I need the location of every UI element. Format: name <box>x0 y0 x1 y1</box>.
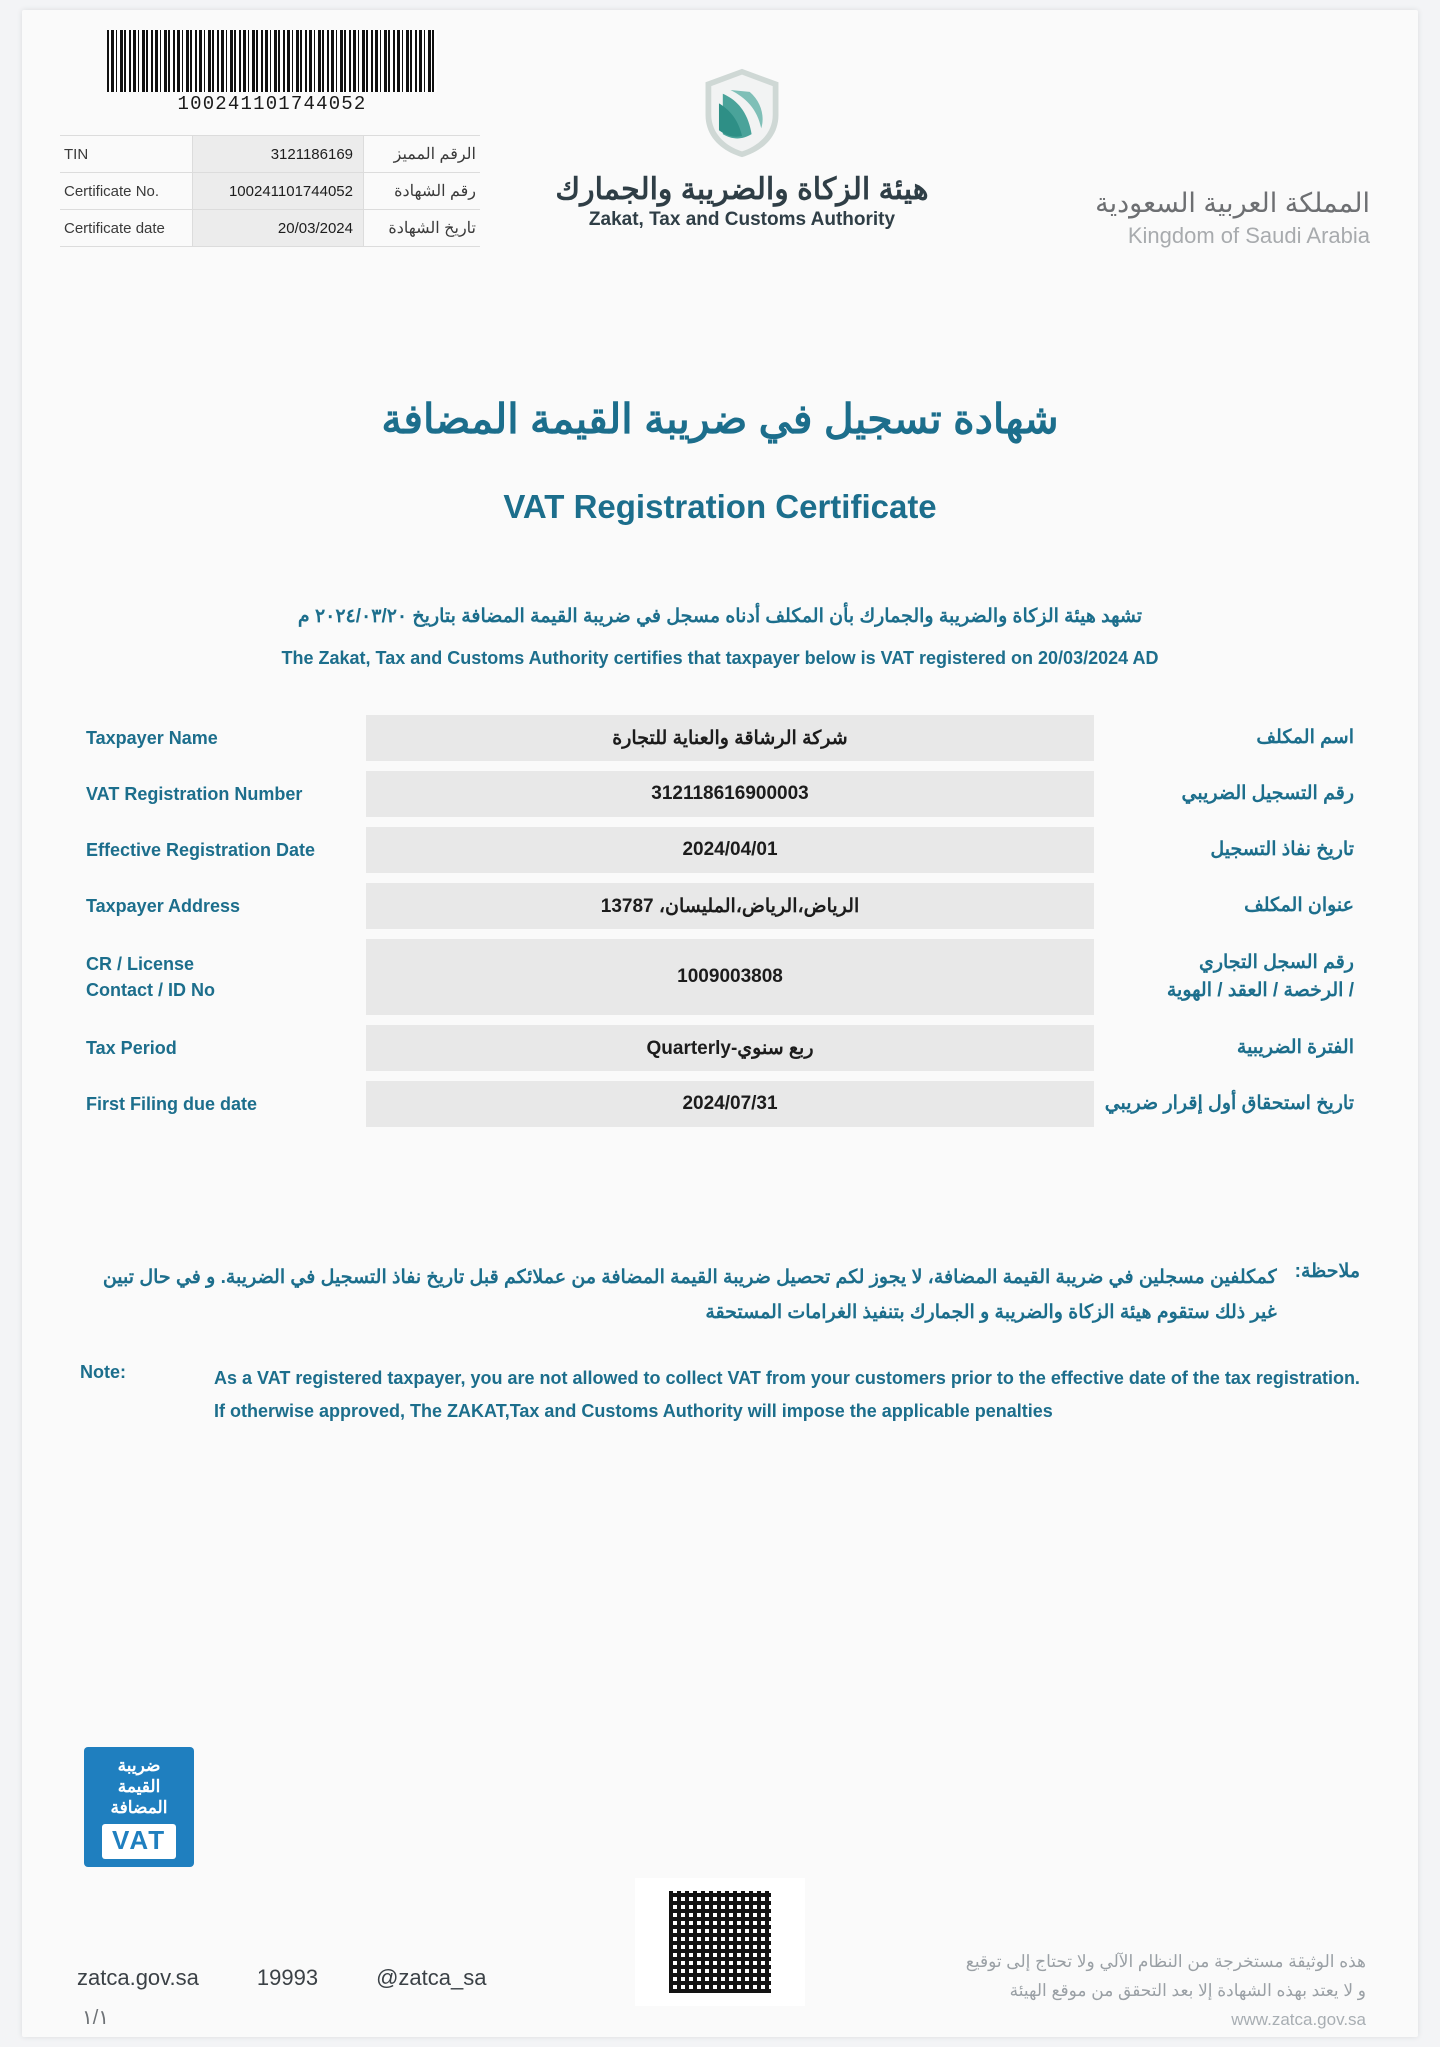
certificate-date-label-en: Certificate date <box>64 219 165 237</box>
certificate-date-label-ar: تاريخ الشهادة <box>388 220 476 237</box>
tin-label-ar: الرقم المميز <box>393 146 476 163</box>
cr-license-label-en-line1: CR / License <box>86 953 195 974</box>
note-english <box>80 1362 1360 1429</box>
certificate-no-label-ar: رقم الشهادة <box>394 183 476 200</box>
note-label-ar: ملاحظة: <box>1294 1261 1360 1282</box>
certification-statement-en: The Zakat, Tax and Customs Authority certifies that taxpayer below is VAT registered on 20/03/2024 AD <box>281 648 1159 668</box>
certificate-no-label-en: Certificate No. <box>64 182 160 200</box>
vat-number-label-ar: رقم التسجيل الضريبي <box>1181 782 1354 804</box>
vat-logo <box>84 1747 194 1867</box>
note-label-en: Note: <box>80 1362 126 1382</box>
footer-contacts <box>77 1965 486 1991</box>
cr-license-label-ar <box>1094 939 1360 1015</box>
footer-disclaimer <box>966 1948 1366 2035</box>
cr-license-value: 1009003808 <box>366 939 1094 1015</box>
taxpayer-name-label-en: Taxpayer Name <box>86 727 218 748</box>
kingdom-name-en: Kingdom of Saudi Arabia <box>1127 223 1370 248</box>
taxpayer-address-label-en: Taxpayer Address <box>86 895 241 916</box>
barcode-block <box>102 30 442 115</box>
table-row <box>80 1081 1360 1127</box>
taxpayer-name-label-ar: اسم المكلف <box>1256 726 1354 748</box>
vat-number-value: 312118616900003 <box>366 771 1094 817</box>
social-handle[interactable]: @zatca_sa <box>376 1965 487 1990</box>
website-link[interactable]: zatca.gov.sa <box>77 1965 199 1990</box>
kingdom-name-ar: المملكة العربية السعودية <box>1095 188 1370 218</box>
tin-label-en: TIN <box>64 145 89 163</box>
table-row <box>60 210 480 247</box>
certificate-sheet <box>22 10 1418 2037</box>
page-title-en: VAT Registration Certificate <box>503 488 937 525</box>
phone-number: 19993 <box>256 1965 319 1990</box>
qr-code-icon <box>669 1891 771 1993</box>
taxpayer-address-label-ar: عنوان المكلف <box>1244 894 1354 916</box>
authority-name-en: Zakat, Tax and Customs Authority <box>588 209 896 230</box>
vat-logo-line3: المضافة <box>110 1798 168 1818</box>
barcode-icon <box>107 30 437 92</box>
taxpayer-address-value: الرياض،الرياض،المليسان، 13787 <box>366 883 1094 929</box>
vat-logo-abbr: VAT <box>102 1824 176 1859</box>
vat-logo-line2: القيمة <box>117 1776 161 1796</box>
vat-logo-line1: ضريبة <box>117 1755 161 1775</box>
effective-date-label-en: Effective Registration Date <box>86 839 316 860</box>
table-row <box>60 173 480 210</box>
page-title-ar: شهادة تسجيل في ضريبة القيمة المضافة <box>381 396 1059 442</box>
tax-period-label-ar: الفترة الضريبية <box>1236 1036 1354 1058</box>
first-filing-label-en: First Filing due date <box>86 1093 258 1114</box>
table-row <box>80 1025 1360 1071</box>
tin-value: 3121186169 <box>192 136 364 172</box>
table-row <box>80 715 1360 761</box>
cr-license-label-ar-line2: / الرخصة / العقد / الهوية <box>1166 980 1354 1001</box>
qr-code <box>635 1878 805 2006</box>
certificate-date-value: 20/03/2024 <box>192 210 364 246</box>
taxpayer-name-value: شركة الرشاقة والعناية للتجارة <box>366 715 1094 761</box>
certificate-no-value: 100241101744052 <box>192 173 364 209</box>
barcode-number: 100241101744052 <box>177 93 367 115</box>
cr-license-label-ar-line1: رقم السجل التجاري <box>1198 951 1354 973</box>
tax-period-label-en: Tax Period <box>86 1037 177 1058</box>
cr-license-label-en-line2: Contact / ID No <box>86 980 215 1000</box>
taxpayer-details-table <box>80 715 1360 1137</box>
table-row <box>80 771 1360 817</box>
kingdom-block <box>1095 188 1370 249</box>
first-filing-value: 2024/07/31 <box>366 1081 1094 1127</box>
page-number: ١/١ <box>82 2007 110 2029</box>
table-row <box>80 883 1360 929</box>
identification-table <box>60 135 480 247</box>
note-text-en: As a VAT registered taxpayer, you are not allowed to collect VAT from your customers prior to the effective date of the tax registration. If otherwise approved, The ZAKAT,Tax and Customs Authority will impose the applicable penalties <box>214 1368 1360 1422</box>
zatca-shield-icon <box>694 65 790 161</box>
cr-license-label-en <box>80 939 366 1015</box>
note-text-ar: كمكلفين مسجلين في ضريبة القيمة المضافة، لا يجوز لكم تحصيل ضريبة القيمة المضافة من عملائكم قبل تاريخ نفاذ التسجيل في الضريبة. و في حال تبين غير ذلك ستقوم هيئة الزكاة والضريبة و الجمارك بتنفيذ الغرامات المستحقة <box>102 1267 1277 1324</box>
disclaimer-line-2: و لا يعتد بهذه الشهادة إلا بعد التحقق من موقع الهيئة <box>1009 1980 1366 2000</box>
table-row <box>80 939 1360 1015</box>
disclaimer-website[interactable]: www.zatca.gov.sa <box>1231 2009 1366 2029</box>
authority-logo-block <box>542 65 942 231</box>
vat-number-label-en: VAT Registration Number <box>86 783 303 804</box>
first-filing-label-ar: تاريخ استحقاق أول إقرار ضريبي <box>1104 1092 1354 1114</box>
authority-name-ar: هيئة الزكاة والضريبة والجمارك <box>555 173 929 206</box>
note-arabic <box>80 1260 1360 1330</box>
table-row <box>60 135 480 173</box>
tax-period-value: ربع سنوي-Quarterly <box>366 1025 1094 1071</box>
effective-date-label-ar: تاريخ نفاذ التسجيل <box>1210 838 1354 860</box>
disclaimer-line-1: هذه الوثيقة مستخرجة من النظام الآلي ولا تحتاج إلى توقيع <box>965 1952 1366 1971</box>
table-row <box>80 827 1360 873</box>
certification-statement-ar: تشهد هيئة الزكاة والضريبة والجمارك بأن المكلف أدناه مسجل في ضريبة القيمة المضافة بتاريخ ٢٠٢٤/٠٣/٢٠ م <box>297 606 1143 627</box>
effective-date-value: 2024/04/01 <box>366 827 1094 873</box>
